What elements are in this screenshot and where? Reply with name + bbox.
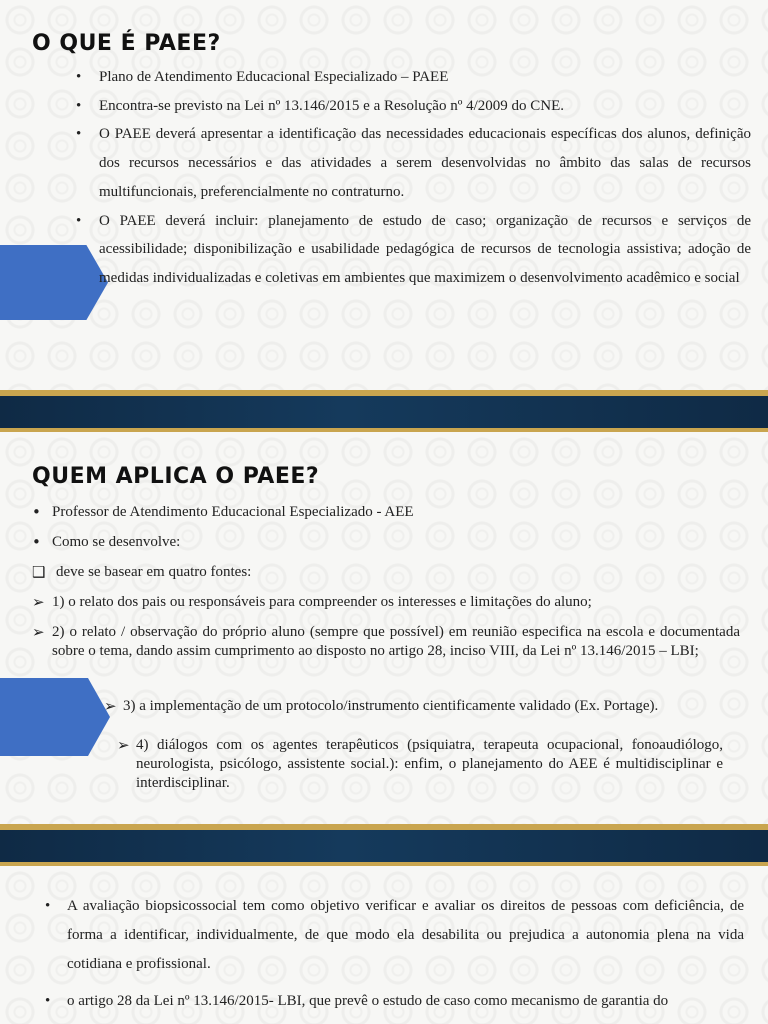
list-item: ➢ 1) o relato dos pais ou responsáveis para compreender os interesses e limitações do aluno; (32, 593, 592, 611)
slide-1 (0, 0, 768, 390)
arrow-bullet-icon: ➢ (32, 623, 45, 641)
slide-divider (0, 824, 768, 866)
list-item: • Plano de Atendimento Educacional Especializado – PAEE (76, 69, 449, 85)
slide-1-bullet-list (76, 63, 751, 293)
arrow-bullet-icon: ➢ (104, 697, 117, 715)
list-item: • Encontra-se previsto na Lei nº 13.146/2015 e a Resolução nº 4/2009 do CNE. (76, 97, 565, 114)
slide-1-title: O QUE É PAEE? (32, 31, 221, 56)
list-item: • O PAEE deverá apresentar a identificação das necessidades educacionais específicas dos alunos, definição dos recursos necessários e das atividades a serem desenvolvidas no âmbito das salas de recursos multifuncionais, preferencialmente no contraturno. (76, 126, 751, 200)
blue-arrow-shape (0, 678, 110, 756)
list-item: • O PAEE deverá incluir: planejamento de estudo de caso; organização de recursos e serviços de acessibilidade; disponibilização e usabilidade pedagógica de recursos de tecnologia assistiva; adoção de medidas individualizadas e coletivas em ambientes que maximizem o desenvolvimento acadêmico e social (76, 212, 751, 286)
list-item: ➢ 3) a implementação de um protocolo/instrumento cientificamente validado (Ex. Portage). (104, 697, 659, 715)
arrow-bullet-icon: ➢ (32, 593, 45, 611)
slide-2-list (32, 503, 740, 672)
list-item: • o artigo 28 da Lei nº 13.146/2015- LBI, que prevê o estudo de caso como mecanismo de garantia do (45, 993, 669, 1009)
list-item: • Como se desenvolve: (32, 533, 181, 551)
list-item: • Professor de Atendimento Educacional Especializado - AEE (32, 503, 414, 521)
slide-3-bullet-list (45, 892, 744, 1024)
slide-2-title: QUEM APLICA O PAEE? (32, 464, 320, 489)
list-item: • A avaliação biopsicossocial tem como objetivo verificar e avaliar os direitos de pessoas com deficiência, de forma a identificar, individualmente, de que modo ela desabilita ou prejudica a autonomia plena na vida cotidiana e profissional. (45, 898, 744, 972)
slide-divider (0, 390, 768, 432)
checkbox-list-item: ❑ deve se basear em quatro fontes: (32, 563, 252, 581)
list-item: ➢ 2) o relato / observação do próprio aluno (sempre que possível) em reunião especifica na escola e documentada sobre o tema, dando assim cumprimento ao disposto no artigo 28, inciso VIII, da Lei nº 13.146/2015 – LBI; (32, 623, 740, 659)
checkbox-icon: ❑ (32, 563, 46, 581)
blue-arrow-shape (0, 245, 108, 320)
arrow-bullet-icon: ➢ (117, 736, 130, 754)
list-item: ➢ 4) diálogos com os agentes terapêuticos (psiquiatra, terapeuta ocupacional, fonoaudiólogo, neurologista, psicólogo, assistente social.): enfim, o planejamento do AEE é multidisciplinar e interdisciplinar. (117, 736, 723, 791)
